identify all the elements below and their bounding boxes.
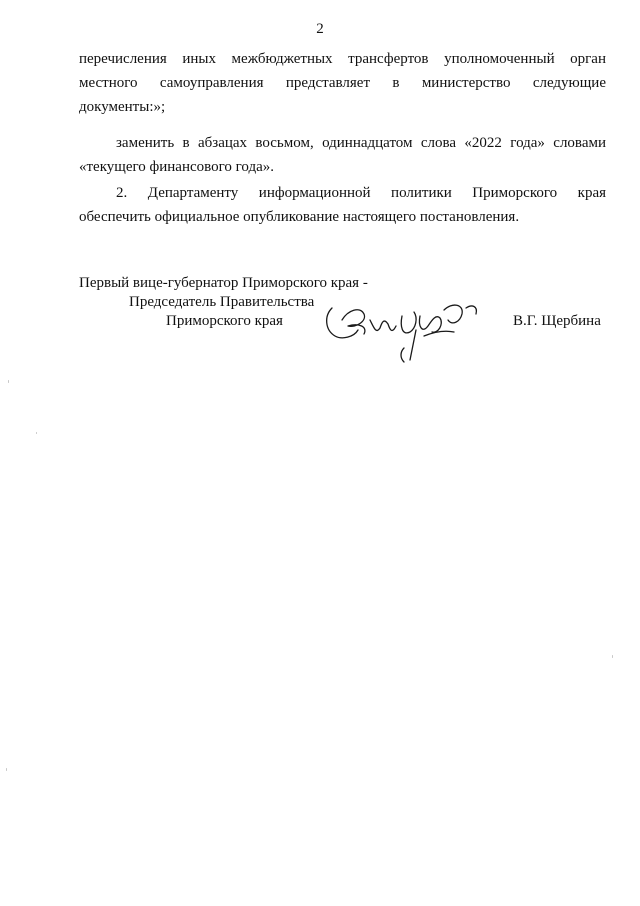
paragraph-2-line-2: «текущего финансового года». <box>79 159 275 175</box>
paragraph-1-line-1: перечисления иных межбюджетных трансфертов уполномоченный орган <box>79 51 606 67</box>
signatory-position-line-1: Первый вице-губернатор Приморского края - <box>79 275 368 291</box>
paragraph-1 <box>79 47 606 119</box>
signatory-position-line-3: Приморского края <box>166 313 283 329</box>
paragraph-2 <box>79 131 606 179</box>
signatory-name: В.Г. Щербина <box>513 313 601 329</box>
signatory-position-line-2: Председатель Правительства <box>129 294 315 310</box>
paragraph-3 <box>79 181 606 229</box>
paragraph-3-line-1: 2. Департаменту информационной политики Приморского края <box>116 185 606 201</box>
speck <box>36 432 37 434</box>
speck <box>612 655 613 658</box>
paragraph-1-line-2: местного самоуправления представляет в министерство следующие <box>79 75 606 91</box>
paragraph-2-line-1: заменить в абзацах восьмом, одиннадцатом слова «2022 года» словами <box>116 135 606 151</box>
paragraph-3-line-2: обеспечить официальное опубликование настоящего постановления. <box>79 209 520 225</box>
page-number: 2 <box>316 21 324 37</box>
speck <box>6 768 7 771</box>
signature-image <box>320 296 490 368</box>
speck <box>8 380 9 383</box>
paragraph-1-line-3: документы:»; <box>79 99 166 115</box>
